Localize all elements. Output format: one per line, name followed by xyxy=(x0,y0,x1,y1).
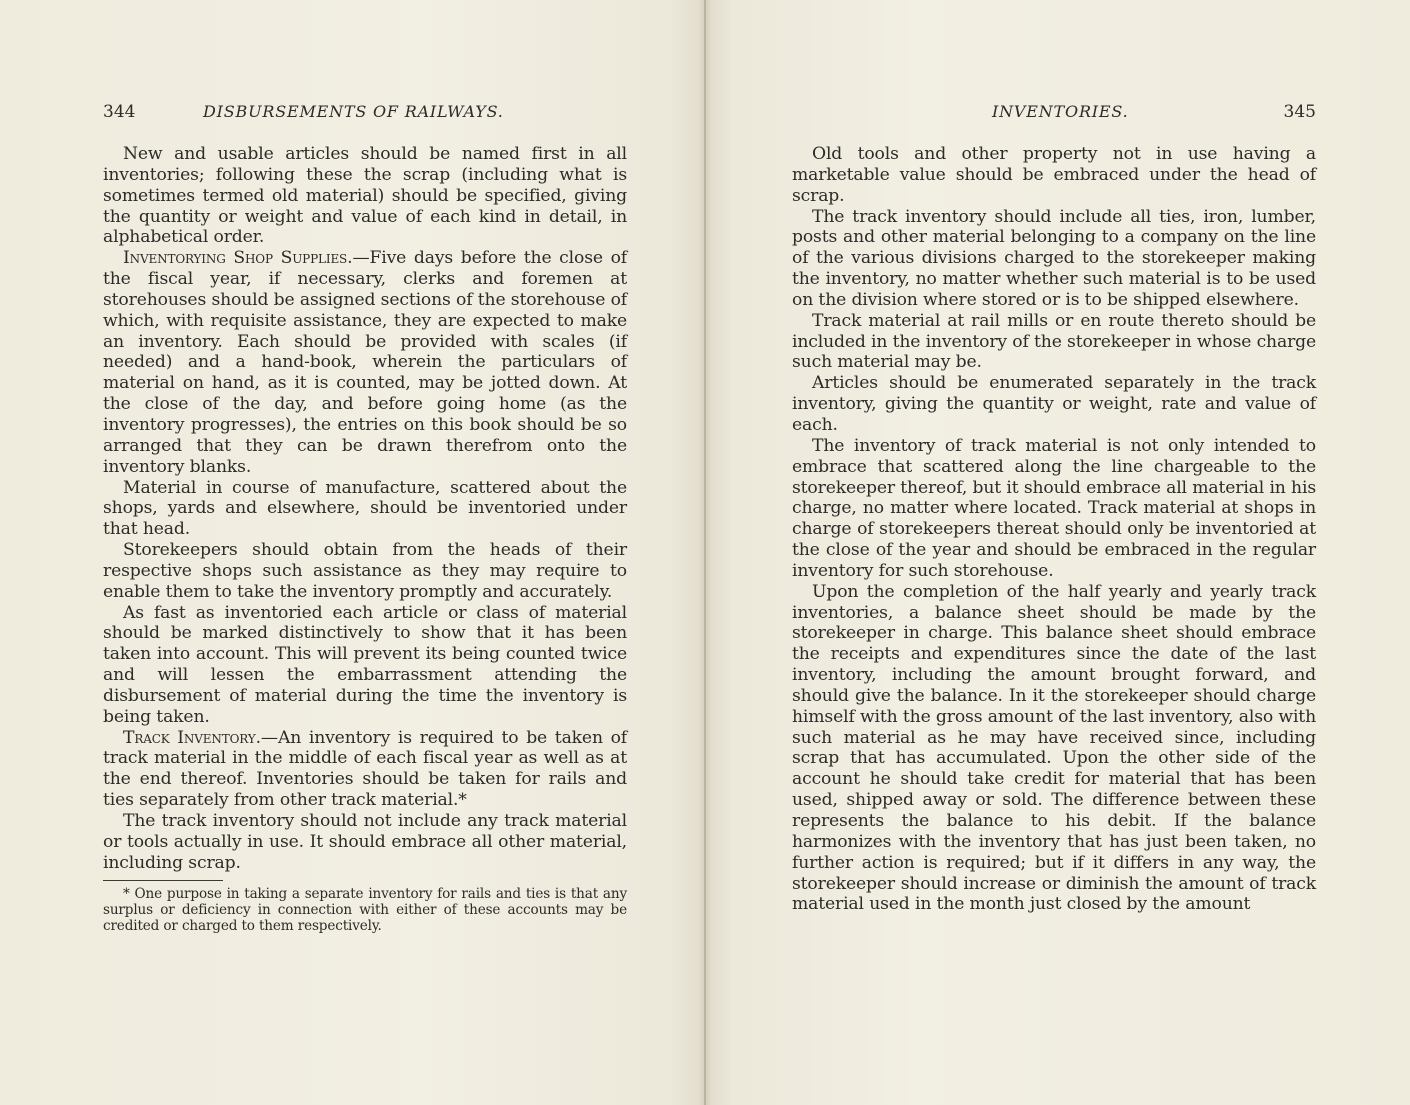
paragraph-text: The inventory of track material is not only intended to embrace that scattered along the line chargeable to the storekeeper thereof, but it should embrace all material in his charge, no matter where located. Track material at shops in charge of storekeepers thereat should only be inventoried at the close of the year and should be embraced in the regular inventory for such storehouse. xyxy=(792,435,1316,581)
paragraph-text: Track material at rail mills or en route thereto should be included in the inventory of the storekeeper in whose charge such material may be. xyxy=(792,310,1317,373)
paragraph xyxy=(792,373,1316,436)
paragraph-text: Articles should be enumerated separately in the track inventory, giving the quantity or weight, rate and value of each. xyxy=(792,373,1316,435)
paragraph xyxy=(103,540,627,603)
section-lead: Track Inventory. xyxy=(123,727,261,748)
paragraph xyxy=(103,811,627,874)
paragraph-text: —Five days before the close of the fiscal year, if necessary, clerks and foremen at storehouses should be assigned sections of the storehouse of which, with requisite assistance, they are expected to make an inventory. Each should be provided with scales (if needed) and a hand-book, wherein the particulars of material on hand, as it is counted, may be jotted down. At the close of the day, and before going home (as the inventory progresses), the entries on this book should be so arranged that they can be drawn therefrom onto the inventory blanks. xyxy=(103,248,627,477)
running-head-title: DISBURSEMENTS OF RAILWAYS. xyxy=(203,102,504,121)
paragraph-text: Old tools and other property not in use having a marketable value should be embraced under the head of scrap. xyxy=(792,144,1316,206)
right-body-text xyxy=(792,144,1316,915)
footnote-rule xyxy=(103,880,223,881)
paragraph-text: New and usable articles should be named first in all inventories; following these the scrap (including what is sometimes termed old material) should be specified, giving the quantity or weight and value of each kind in detail, in alphabetical order. xyxy=(103,144,627,248)
paragraph-text: Material in course of manufacture, scattered about the shops, yards and elsewhere, should be inventoried under that head. xyxy=(103,477,627,540)
page-number: 345 xyxy=(1283,102,1316,122)
paragraph xyxy=(103,144,627,248)
left-body-text xyxy=(103,144,627,934)
paragraph xyxy=(103,728,627,811)
book-gutter xyxy=(704,0,706,1105)
paragraph-text: As fast as inventoried each article or class of material should be marked distinctively to show that it has been taken into account. This will prevent its being counted twice and will lessen the embarrassment attending the disbursement of material during the time the inventory is being taken. xyxy=(103,602,627,727)
section-lead: Inventorying Shop Supplies. xyxy=(123,248,353,269)
paragraph xyxy=(103,478,627,541)
left-page-column xyxy=(103,98,627,934)
paragraph-text: —An inventory is required to be taken of track material in the middle of each fiscal year as well as at the end thereof. Inventories should be taken for rails and ties separately from other track material.* xyxy=(103,727,627,811)
paragraph-text: The track inventory should not include any track material or tools actually in use. It should embrace all other material, including scrap. xyxy=(103,811,627,873)
left-running-head xyxy=(103,98,627,126)
paragraph xyxy=(792,582,1316,916)
right-page-column xyxy=(792,98,1316,915)
page-number: 344 xyxy=(103,102,136,122)
paragraph xyxy=(103,248,627,477)
running-head-title: INVENTORIES. xyxy=(992,102,1129,121)
paragraph xyxy=(103,603,627,728)
paragraph xyxy=(792,207,1316,311)
paragraph xyxy=(792,311,1316,374)
paragraph-text: Storekeepers should obtain from the heads of their respective shops such assistance as they may require to enable them to take the inventory promptly and accurately. xyxy=(103,540,627,602)
paragraph xyxy=(792,436,1316,582)
paragraph xyxy=(792,144,1316,207)
right-page xyxy=(705,0,1410,1105)
paragraph-text: Upon the completion of the half yearly and yearly track inventories, a balance sheet should be made by the storekeeper in charge. This balance sheet should embrace the receipts and expenditures since the date of the last inventory, including the amount brought forward, and should give the balance. In it the storekeeper should charge himself with the gross amount of the last inventory, also with such material as he may have received since, including scrap that has accumulated. Upon the other side of the account he should take credit for material that has been used, shipped away or sold. The difference between these represents the balance to his debit. If the balance harmonizes with the inventory that has just been taken, no further action is required; but if it differs in any way, the storekeeper should increase or diminish the amount of track material used in the month just closed by the amount xyxy=(792,581,1316,915)
paragraph-text: The track inventory should include all ties, iron, lumber, posts and other material belonging to a company on the line of the various divisions charged to the storekeeper making the inventory, no matter whether such material is to be used on the division where stored or is to be shipped elsewhere. xyxy=(792,206,1316,310)
right-running-head xyxy=(792,98,1316,126)
footnote: * One purpose in taking a separate inventory for rails and ties is that any surplus or deficiency in connection with either of these accounts may be credited or charged to them respectively. xyxy=(103,885,627,934)
